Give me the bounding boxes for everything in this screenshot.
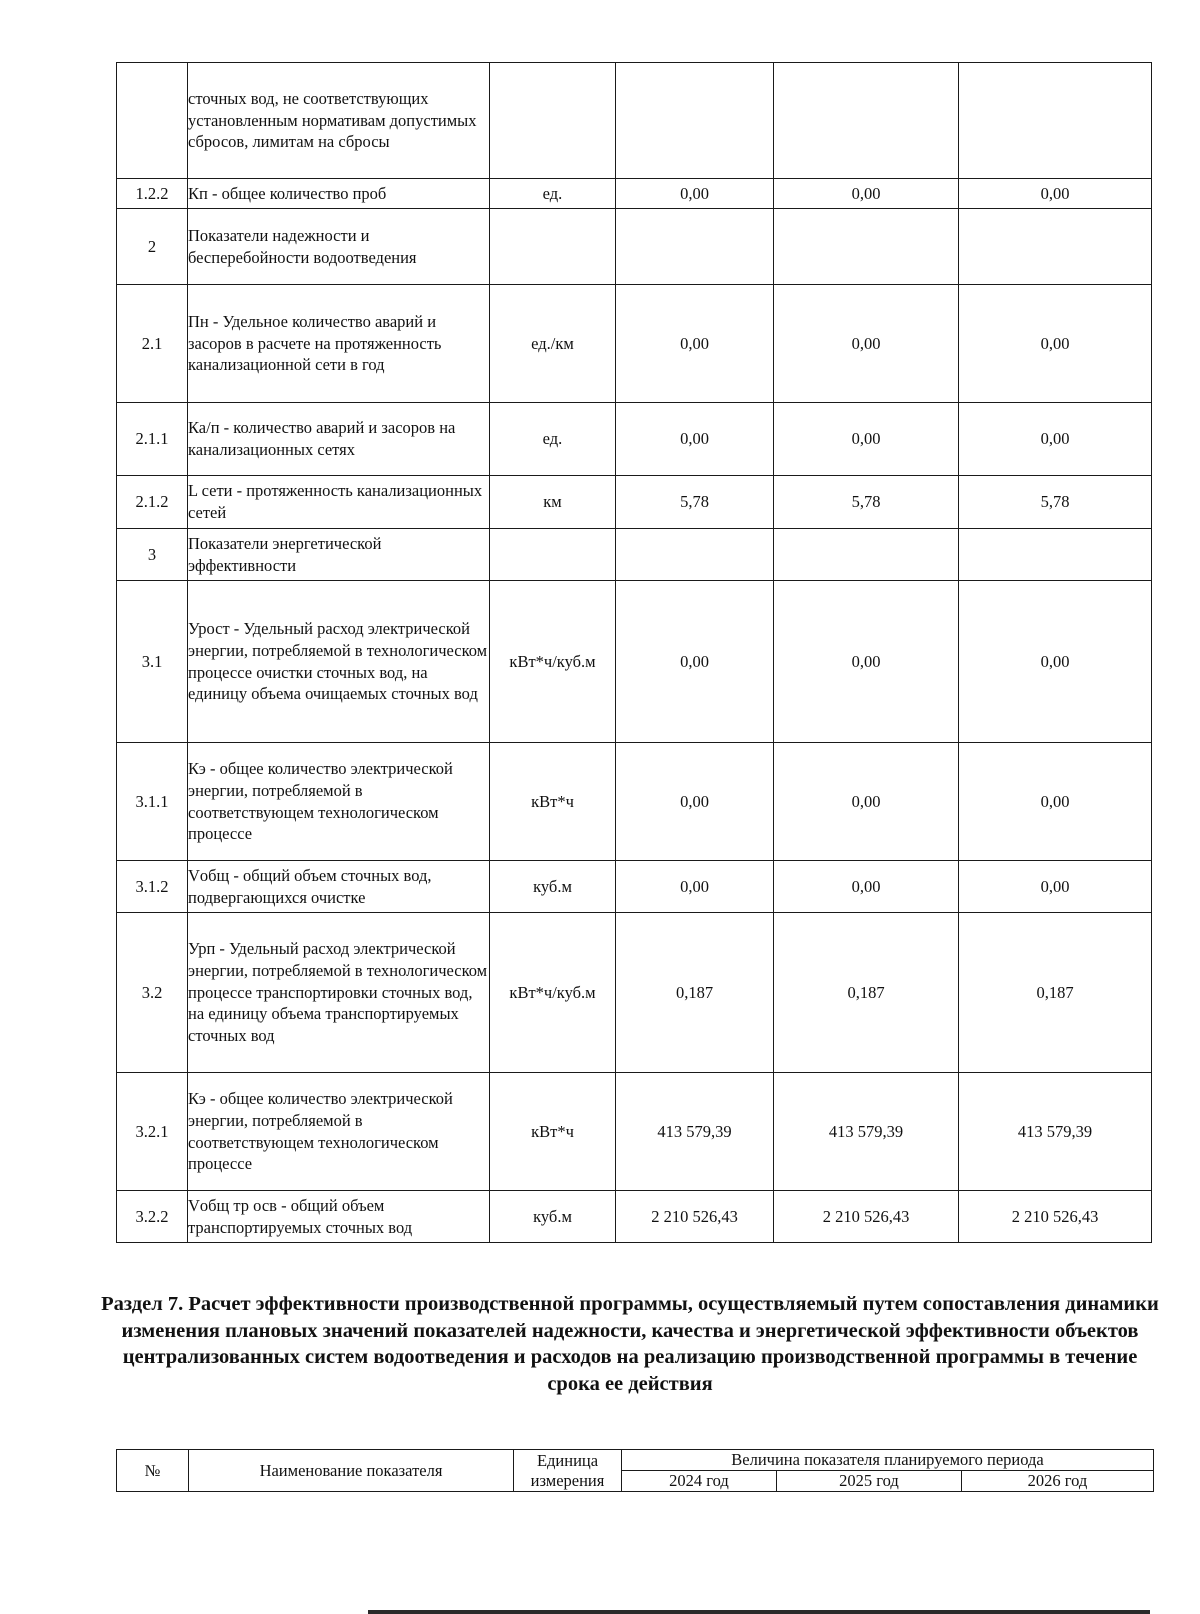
unit-cell [490,209,616,285]
value-2025 [774,529,959,581]
row-number: 3.2.2 [117,1191,188,1243]
value-2024: 0,00 [616,861,774,913]
value-2025: 0,00 [774,861,959,913]
unit-header-line2: измерения [530,1470,605,1490]
indicator-name: Показатели надежности и бесперебойности водоотведения [188,209,490,285]
row-number: 3 [117,529,188,581]
value-2025: 0,00 [774,179,959,209]
column-header-name: Наименование показателя [189,1450,514,1492]
value-2025: 413 579,39 [774,1073,959,1191]
table-row [117,529,1152,581]
value-2026: 413 579,39 [959,1073,1152,1191]
column-header-year-2025: 2025 год [777,1471,962,1492]
unit-header-line1: Единица [536,1450,599,1470]
row-number: 2.1 [117,285,188,403]
unit-cell: куб.м [490,861,616,913]
indicator-name: Vобщ - общий объем сточных вод, подвергающихся очистке [188,861,490,913]
column-header-number: № [117,1450,189,1492]
row-number: 3.2 [117,913,188,1073]
unit-cell [490,529,616,581]
unit-cell: кВт*ч/куб.м [490,913,616,1073]
row-number: 3.1.2 [117,861,188,913]
value-2024: 0,187 [616,913,774,1073]
value-2026 [959,63,1152,179]
row-number: 3.2.1 [117,1073,188,1191]
value-2024: 5,78 [616,476,774,529]
column-header-period: Величина показателя планируемого периода [622,1450,1154,1471]
column-header-year-2026: 2026 год [962,1471,1154,1492]
table-row [117,861,1152,913]
table-row [117,285,1152,403]
indicator-name: Пн - Удельное количество аварий и засоров в расчете на протяженность канализационной сети в год [188,285,490,403]
value-2024 [616,63,774,179]
table-row [117,63,1152,179]
value-2024: 0,00 [616,179,774,209]
value-2026: 2 210 526,43 [959,1191,1152,1243]
scan-edge-line [368,1610,1150,1614]
indicator-name: Vобщ тр осв - общий объем транспортируемых сточных вод [188,1191,490,1243]
indicator-name: Ка/п - количество аварий и засоров на канализационных сетях [188,403,490,476]
unit-cell: кВт*ч [490,743,616,861]
table-row [117,1073,1152,1191]
indicator-name: Показатели энергетической эффективности [188,529,490,581]
value-2025: 0,00 [774,743,959,861]
table-row [117,913,1152,1073]
indicator-name: Кэ - общее количество электрической энергии, потребляемой в соответствующем технологическом процессе [188,1073,490,1191]
table-row [117,1191,1152,1243]
unit-cell: ед. [490,179,616,209]
row-number: 2 [117,209,188,285]
value-2025: 0,00 [774,403,959,476]
indicator-name: Урост - Удельный расход электрической энергии, потребляемой в технологическом процессе очистки сточных вод, на единицу объема очищаемых сточных вод [188,581,490,743]
value-2024 [616,529,774,581]
value-2026: 0,00 [959,403,1152,476]
value-2024: 2 210 526,43 [616,1191,774,1243]
row-number: 2.1.1 [117,403,188,476]
table-row [117,476,1152,529]
table-row [117,581,1152,743]
value-2026: 0,00 [959,861,1152,913]
row-number: 3.1 [117,581,188,743]
value-2025: 0,00 [774,285,959,403]
table-row [117,209,1152,285]
value-2026: 0,00 [959,581,1152,743]
value-2024 [616,209,774,285]
table-row [117,743,1152,861]
header-row [117,1450,1154,1471]
indicator-name: Кп - общее количество проб [188,179,490,209]
value-2025: 0,187 [774,913,959,1073]
value-2026: 0,187 [959,913,1152,1073]
value-2025 [774,63,959,179]
value-2026: 0,00 [959,179,1152,209]
value-2024: 0,00 [616,743,774,861]
value-2026: 0,00 [959,743,1152,861]
row-number: 2.1.2 [117,476,188,529]
value-2025: 0,00 [774,581,959,743]
row-number [117,63,188,179]
unit-cell [490,63,616,179]
column-header-unit [514,1450,622,1492]
indicator-name: L сети - протяженность канализационных сетей [188,476,490,529]
table-row [117,179,1152,209]
table-row [117,403,1152,476]
value-2025: 5,78 [774,476,959,529]
unit-cell: кВт*ч [490,1073,616,1191]
indicator-name: Кэ - общее количество электрической энергии, потребляемой в соответствующем технологическом процессе [188,743,490,861]
column-header-year-2024: 2024 год [622,1471,777,1492]
value-2025: 2 210 526,43 [774,1191,959,1243]
unit-cell: ед./км [490,285,616,403]
indicator-name: сточных вод, не соответствующих установленным нормативам допустимых сбросов, лимитам на сбросы [188,63,490,179]
value-2024: 413 579,39 [616,1073,774,1191]
unit-cell: куб.м [490,1191,616,1243]
section-heading: Раздел 7. Расчет эффективности производственной программы, осуществляемый путем сопоставления динамики изменения плановых значений показателей надежности, качества и энергетической эффективности объектов централизованных систем водоотведения и расходов на реализацию производственной программы в течение срока ее действия [101,1293,1159,1395]
value-2024: 0,00 [616,285,774,403]
row-number: 3.1.1 [117,743,188,861]
value-2026 [959,209,1152,285]
unit-cell: км [490,476,616,529]
value-2026: 5,78 [959,476,1152,529]
indicator-name: Урп - Удельный расход электрической энергии, потребляемой в технологическом процессе транспортировки сточных вод, на единицу объема транспортируемых сточных вод [188,913,490,1073]
unit-cell: ед. [490,403,616,476]
value-2026: 0,00 [959,285,1152,403]
value-2026 [959,529,1152,581]
value-2024: 0,00 [616,403,774,476]
indicators-table [116,62,1152,1243]
value-2024: 0,00 [616,581,774,743]
unit-cell: кВт*ч/куб.м [490,581,616,743]
value-2025 [774,209,959,285]
row-number: 1.2.2 [117,179,188,209]
section-7-table-header [116,1449,1154,1492]
